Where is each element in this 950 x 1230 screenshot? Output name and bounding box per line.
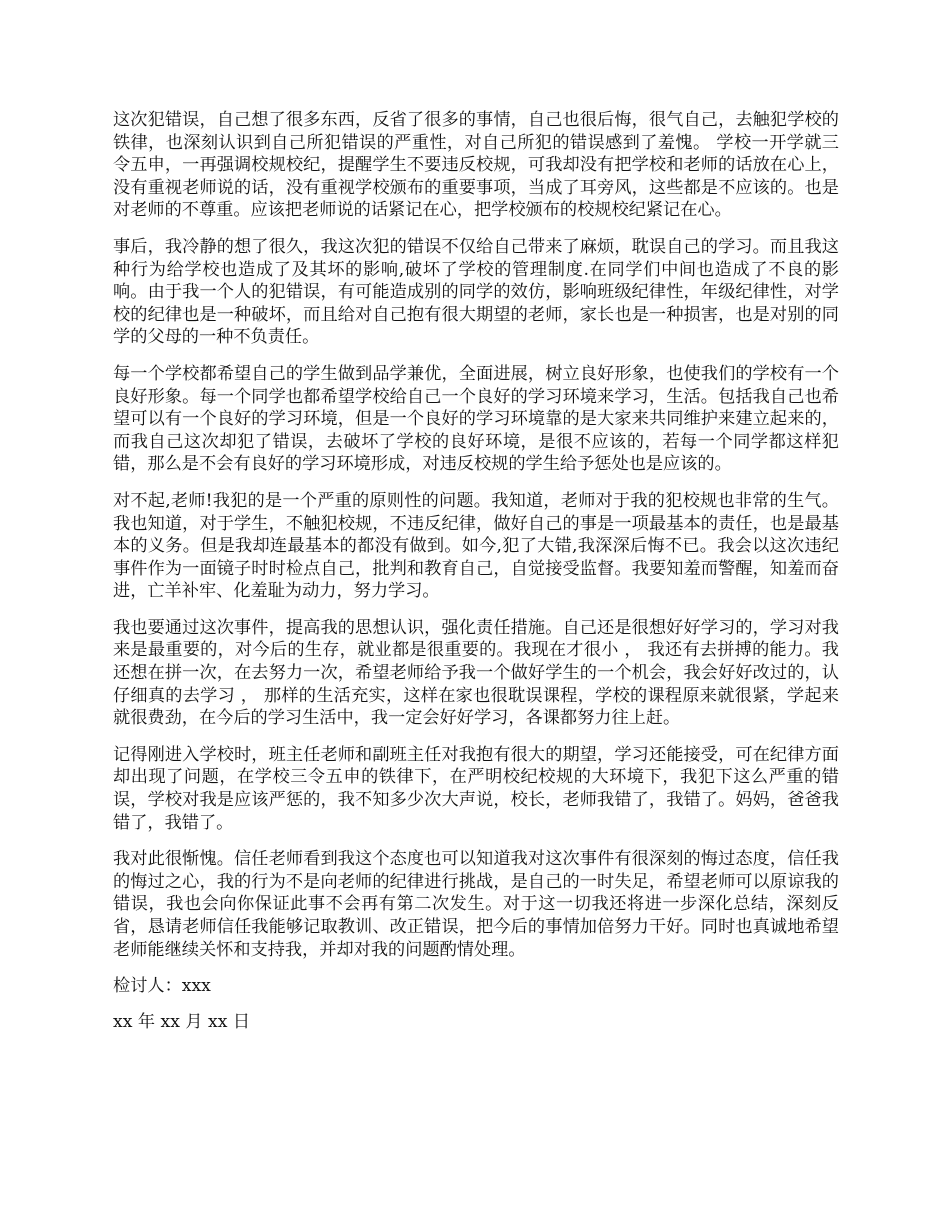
paragraph-4: 对不起,老师!我犯的是一个严重的原则性的问题。我知道，老师对于我的犯校规也非常的生气。我也知道，对于学生，不触犯校规，不违反纪律，做好自己的事是一项最基本的责任，也是最基本的义务。但是我却连最基本的都没有做到。如今,犯了大错,我深深后悔不已。我会以这次违纪事件作为一面镜子时时检点自己，批判和教育自己，自觉接受监督。我要知羞而警醒，知羞而奋进，亡羊补牢、化羞耻为动力，努力学习。 [113, 490, 839, 602]
paragraph-3: 每一个学校都希望自己的学生做到品学兼优，全面进展，树立良好形象，也使我们的学校有一个良好形象。每一个同学也都希望学校给自己一个良好的学习环境来学习，生活。包括我自己也希望可以有一个良好的学习环境，但是一个良好的学习环境靠的是大家来共同维护来建立起来的，而我自己这次却犯了错误，去破坏了学校的良好环境，是很不应该的，若每一个同学都这样犯错，那么是不会有良好的学习环境形成，对违反校规的学生给予惩处也是应该的。 [113, 363, 839, 475]
paragraph-7: 我对此很惭愧。信任老师看到我这个态度也可以知道我对这次事件有很深刻的悔过态度，信任我的悔过之心，我的行为不是向老师的纪律进行挑战，是自己的一时失足，希望老师可以原谅我的错误，我也会向你保证此事不会再有第二次发生。对于这一切我还将进一步深化总结，深刻反省，恳请老师信任我能够记取教训、改正错误，把今后的事情加倍努力干好。同时也真诚地希望老师能继续关怀和支持我，并却对我的问题酌情处理。 [113, 849, 839, 960]
date-line: xx 年 xx 月 xx 日 [113, 1011, 251, 1032]
paragraph-2: 事后，我冷静的想了很久，我这次犯的错误不仅给自己带来了麻烦，耽误自己的学习。而且我这种行为给学校也造成了及其坏的影响,破坏了学校的管理制度.在同学们中间也造成了不良的影响。由于我一个人的犯错误，有可能造成别的同学的效仿，影响班级纪律性，年级纪律性，对学校的纪律也是一种破坏，而且给对自己抱有很大期望的老师，家长也是一种损害，也是对别的同学的父母的一种不负责任。 [113, 236, 839, 348]
document-body [113, 109, 839, 1046]
paragraph-1: 这次犯错误，自己想了很多东西，反省了很多的事情，自己也很后悔，很气自己，去触犯学校的铁律，也深刻认识到自己所犯错误的严重性，对自己所犯的错误感到了羞愧。 学校一开学就三令五申，一再强调校规校纪，提醒学生不要违反校规，可我却没有把学校和老师的话放在心上，没有重视老师说的话，没有重视学校颁布的重要事项，当成了耳旁风，这些都是不应该的。也是对老师的不尊重。应该把老师说的话紧记在心，把学校颁布的校规校纪紧记在心。 [113, 110, 839, 221]
paragraph-5: 我也要通过这次事件，提高我的思想认识，强化责任措施。自己还是很想好好学习的，学习对我来是最重要的，对今后的生存，就业都是很重要的。我现在才很小 ， 我还有去拼搏的能力。我还想在拼一次，在去努力一次，希望老师给予我一个做好学生的一个机会，我会好好改过的，认仔细真的去学习 ， 那样的生活充实，这样在家也很耽误课程，学校的课程原来就很紧，学起来就很费劲，在今后的学习生活中，我一定会好好学习，各课都努力往上赶。 [113, 617, 839, 729]
signer-line: 检讨人：xxx [113, 976, 211, 997]
paragraph-6: 记得刚进入学校时，班主任老师和副班主任对我抱有很大的期望，学习还能接受，可在纪律方面却出现了问题，在学校三令五申的铁律下，在严明校纪校规的大环境下，我犯下这么严重的错误，学校对我是应该严惩的，我不知多少次大声说，校长，老师我错了，我错了。妈妈，爸爸我错了，我错了。 [113, 744, 839, 833]
